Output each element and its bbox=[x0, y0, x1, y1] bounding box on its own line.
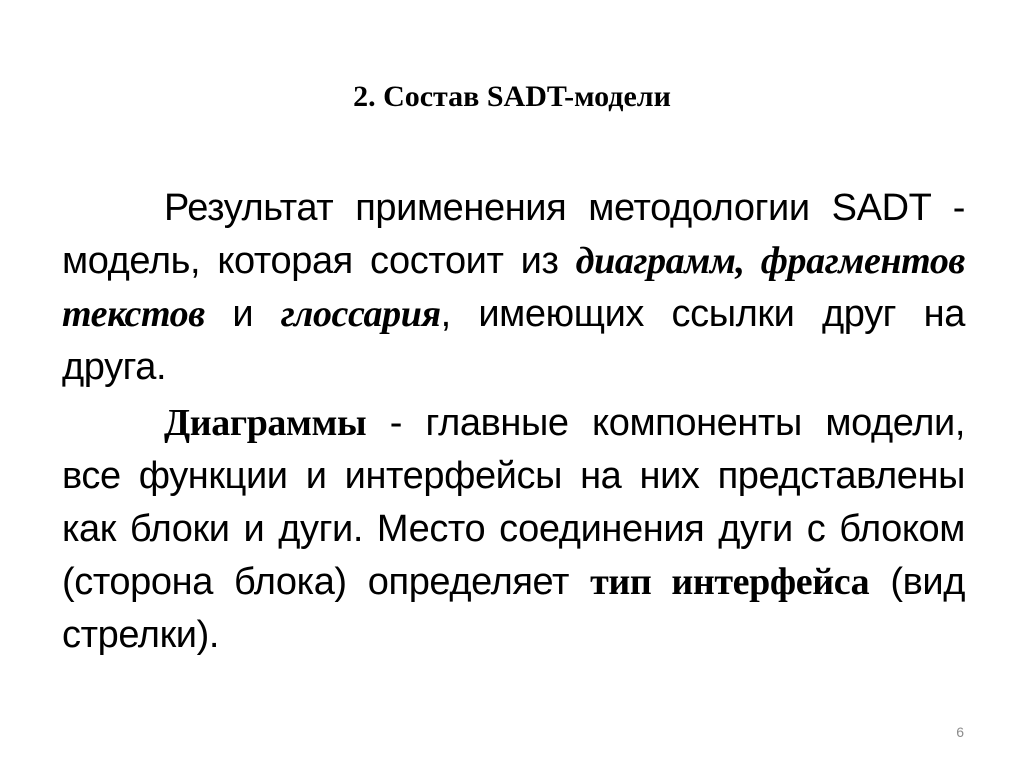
paragraph-diagrams-text-2: (вид стрелки). bbox=[62, 561, 965, 656]
page-number: 6 bbox=[956, 724, 964, 740]
paragraph-result-text-3: , имеющих ссылки друг на друга. bbox=[62, 293, 965, 388]
paragraph-result-text-1: Результат применения методологии SADT - модель, которая состоит из bbox=[62, 187, 965, 282]
slide-body bbox=[62, 182, 965, 662]
paragraph-result-text-2: и bbox=[204, 293, 281, 335]
paragraph-diagrams bbox=[62, 397, 965, 662]
term-diagrams: Диаграммы bbox=[164, 402, 367, 444]
paragraph-result bbox=[62, 182, 965, 394]
term-glossary: глоссария bbox=[280, 293, 441, 335]
paragraph-diagrams-text-1: - главные компоненты модели, все функции и интерфейсы на них представлены как блоки и дуги. Место соединения дуги с блоком (сторона блока) определяет bbox=[62, 402, 965, 603]
term-diagrams-fragments: диаграмм, фрагментов текстов bbox=[62, 240, 966, 335]
term-interface-type: тип интерфейса bbox=[590, 561, 870, 603]
slide-title: 2. Состав SADT-модели bbox=[353, 80, 671, 113]
